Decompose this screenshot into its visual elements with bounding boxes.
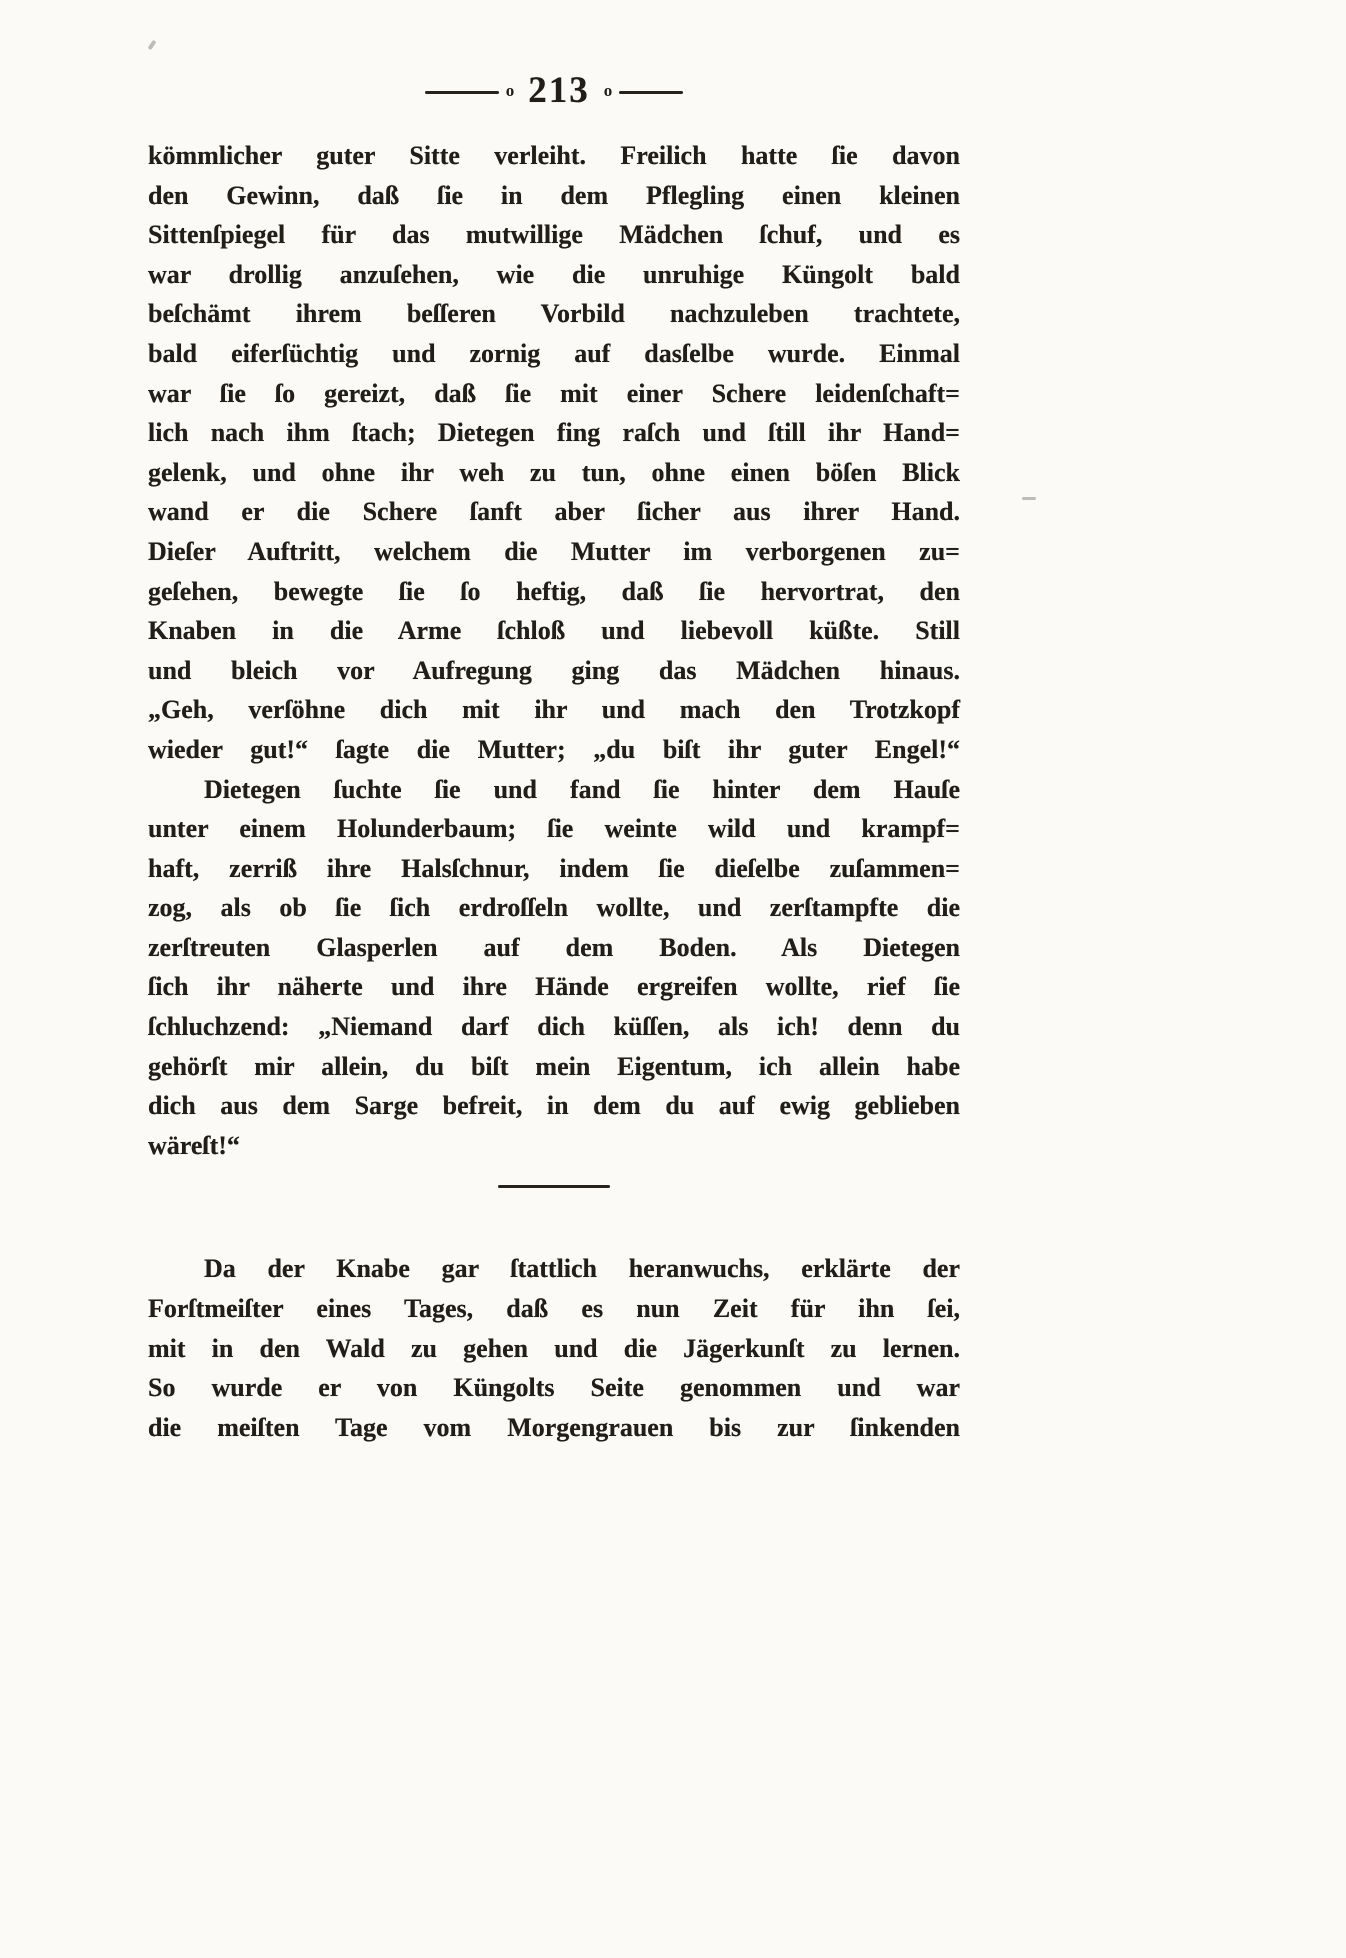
text-line: kömmlicher guter Sitte verleiht. Freilich hatte ſie davon [148,141,960,170]
text-line: „Geh, verſöhne dich mit ihr und mach den Trotzkopf [148,695,960,725]
text-line: und bleich vor Aufregung ging das Mädchen hinaus. [148,655,960,685]
text-line: lich nach ihm ſtach; Dietegen fing raſch und ſtill ihr Hand= [148,418,960,448]
section-divider [148,1165,960,1249]
text-line: bald eiferſüchtig und zornig auf dasſelbe wurde. Einmal [148,338,960,368]
text-line: zerſtreuten Glasperlen auf dem Boden. Als Dietegen [148,932,960,962]
section-divider-rule [498,1185,610,1188]
paragraph-2 [148,770,960,1166]
text-line: zog, als ob ſie ſich erdroſſeln wollte, und zerſtampfte die [148,893,960,923]
header-rule-left [425,91,499,94]
text-line: Sittenſpiegel für das mutwillige Mädchen ſchuf, und es [148,220,960,250]
text-line: Da der Knabe gar ſtattlich heranwuchs, erklärte der [204,1254,960,1284]
text-line: Knaben in die Arme ſchloß und liebevoll küßte. Still [148,616,960,646]
text-line: So wurde er von Küngolts Seite genommen und war [148,1373,960,1403]
text-line: Dietegen ſuchte ſie und fand ſie hinter dem Hauſe [204,774,960,804]
scan-artifact [147,40,156,50]
text-line: dich aus dem Sarge befreit, in dem du auf ewig geblieben [148,1091,960,1121]
page-number: 213 [528,70,590,111]
scan-artifact [1022,497,1036,500]
paragraph-1 [148,136,960,770]
text-line: mit in den Wald zu gehen und die Jägerkunſt zu lernen. [148,1333,960,1363]
text-line: die meiſten Tage vom Morgengrauen bis zur ſinkenden [148,1412,960,1442]
text-line: wäreſt!“ [148,1130,240,1160]
text-line: wand er die Schere ſanft aber ſicher aus ihrer Hand. [148,497,960,527]
text-line: wieder gut!“ ſagte die Mutter; „du biſt ihr guter Engel!“ [148,734,960,764]
text-line: gehörſt mir allein, du biſt mein Eigentum, ich allein habe [148,1051,960,1081]
text-line: beſchämt ihrem beſſeren Vorbild nachzuleben trachtete, [148,299,960,329]
text-block [148,136,960,1447]
text-line: geſehen, bewegte ſie ſo heftig, daß ſie hervortrat, den [148,576,960,606]
header-ornament-right: o [603,81,613,100]
text-line: ſich ihr näherte und ihre Hände ergreifen wollte, rief ſie [148,972,960,1002]
text-line: Forſtmeiſter eines Tages, daß es nun Zeit für ihn ſei, [148,1294,960,1324]
text-line: Dieſer Auftritt, welchem die Mutter im verborgenen zu= [148,536,960,566]
text-line: gelenk, und ohne ihr weh zu tun, ohne einen böſen Blick [148,457,960,487]
text-line: den Gewinn, daß ſie in dem Pflegling einen kleinen [148,180,960,210]
text-line: war ſie ſo gereizt, daß ſie mit einer Schere leidenſchaft= [148,378,960,408]
text-line: war drollig anzuſehen, wie die unruhige Küngolt bald [148,259,960,289]
page-header [148,70,960,111]
text-line: ſchluchzend: „Niemand darf dich küſſen, als ich! denn du [148,1012,960,1042]
text-line: haft, zerriß ihre Halsſchnur, indem ſie dieſelbe zuſammen= [148,853,960,883]
paragraph-3 [148,1249,960,1447]
header-ornament-left: o [505,81,515,100]
header-rule-right [619,91,683,94]
text-line: unter einem Holunderbaum; ſie weinte wild und krampf= [148,814,960,844]
